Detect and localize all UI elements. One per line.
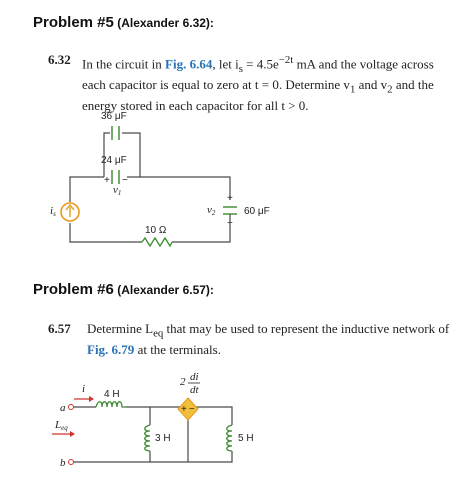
text-segment: mA and the voltage across each capacitor is equal to zero at t = 0. Determine v (82, 56, 434, 92)
text-segment: that may be used to represent the inductive network of (163, 321, 450, 336)
text-sub: s (238, 62, 243, 75)
inductor-5h-label: 5 H (238, 433, 254, 444)
inductor-3h-label: 3 H (155, 433, 171, 444)
v2-symbol: v (207, 204, 212, 216)
dep-source-den: dt (190, 384, 199, 396)
text-segment: = 4.5e (242, 56, 279, 72)
dep-source-minus: − (189, 404, 195, 415)
leq-symbol: L (55, 419, 62, 431)
capacitor-24uf-minus: − (122, 175, 128, 186)
text-sup: −2t (278, 54, 294, 66)
v2-sub: 2 (211, 209, 216, 217)
leq-label (54, 419, 68, 432)
circuit-2-wires (73, 407, 232, 462)
inductor-4h-label: 4 H (104, 389, 120, 400)
terminal-a-label: a (60, 402, 66, 414)
dep-source-coef: 2 (180, 376, 186, 388)
is-symbol: i (50, 205, 54, 217)
problem-6-number: 6.57 (48, 321, 71, 336)
text-segment: and the energy stored in each capacitor for all t > 0. (82, 76, 434, 113)
leq-arrowhead (70, 431, 75, 437)
v1-symbol: v (113, 184, 118, 196)
problem-5-source: (Alexander 6.32): (113, 16, 214, 30)
terminal-b (69, 460, 74, 465)
inductor-3h (145, 425, 150, 451)
problem-6-title: Problem #6 (33, 281, 114, 298)
text-segment: In the circuit in (82, 56, 166, 72)
fig-6-79-link[interactable]: Fig. 6.79 (87, 341, 135, 357)
text-segment: , let i (212, 56, 239, 72)
text-segment: and v (355, 76, 388, 92)
dep-source-plus: + (181, 404, 187, 415)
terminal-a (69, 405, 74, 410)
problem-6-source: (Alexander 6.57): (113, 283, 214, 297)
capacitor-36uf-label: 36 μF (101, 111, 127, 122)
problem-5-number: 6.32 (48, 52, 71, 67)
current-label: i (82, 383, 86, 395)
text-segment: Determine L (87, 321, 154, 336)
current-arrowhead (89, 396, 94, 402)
leq-sub: eq (61, 424, 68, 432)
resistor-10ohm-label: 10 Ω (145, 225, 167, 236)
capacitor-24uf-plus: + (104, 175, 110, 186)
text-segment: at the terminals. (134, 341, 221, 357)
inductor-4h (96, 402, 126, 407)
text-sub: eq (153, 327, 164, 340)
v1-sub: 1 (117, 189, 122, 197)
text-sub: 2 (387, 83, 393, 96)
capacitor-60uf-minus: − (227, 218, 233, 229)
text-sub: 1 (349, 83, 356, 96)
capacitor-60uf-label: 60 μF (244, 206, 270, 217)
capacitor-24uf-label: 24 μF (101, 155, 127, 166)
dep-source-num: di (190, 371, 199, 383)
inductor-5h (227, 425, 232, 451)
fig-6-64-link[interactable]: Fig. 6.64 (165, 56, 213, 72)
problem-5-title: Problem #5 (33, 14, 114, 31)
capacitor-60uf-plus: + (227, 193, 233, 204)
is-sub: s (53, 210, 56, 218)
terminal-b-label: b (60, 457, 66, 469)
